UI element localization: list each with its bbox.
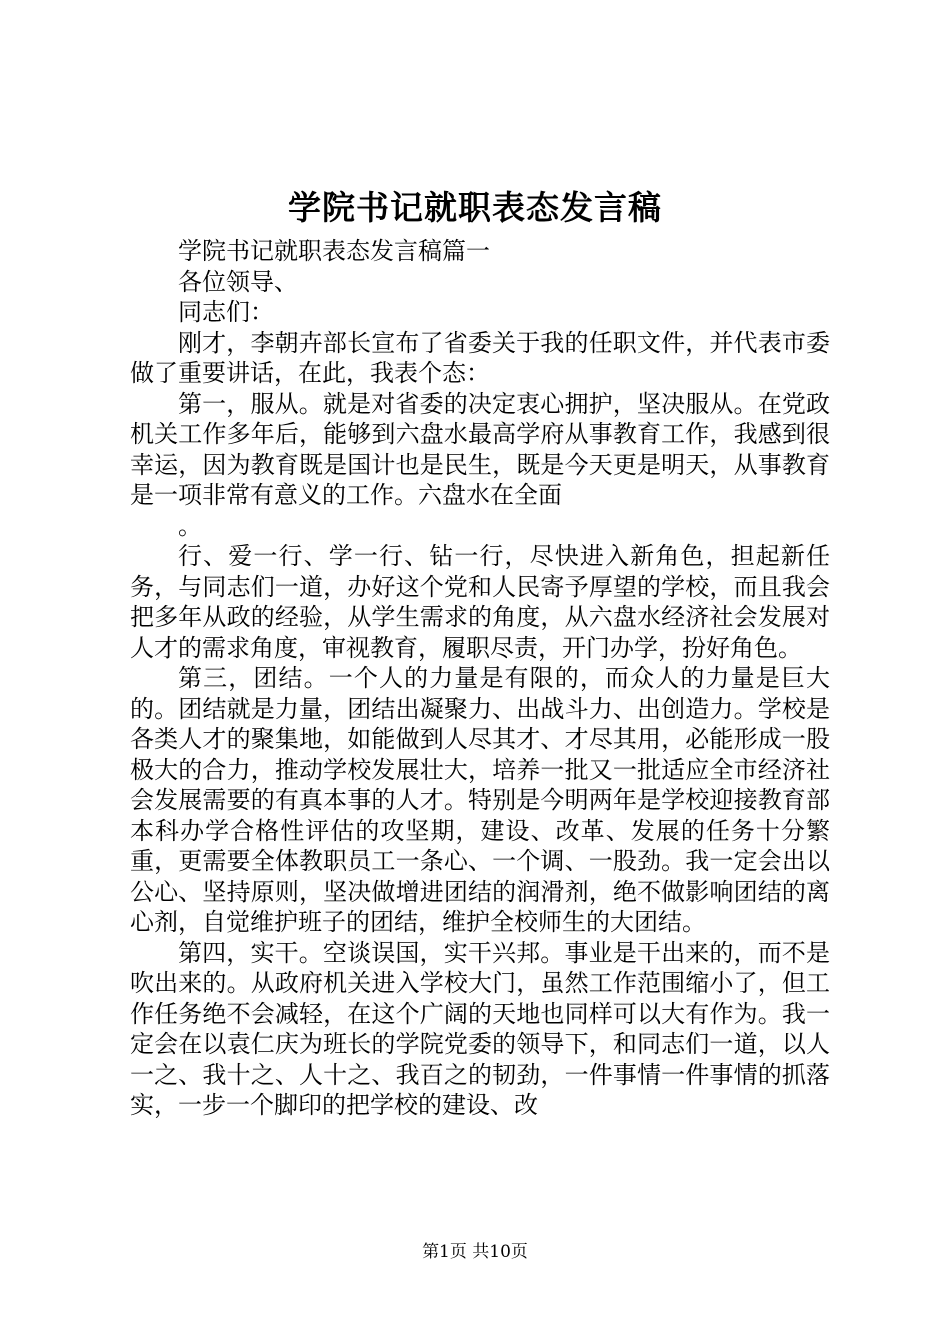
- section-heading: 学院书记就职表态发言稿篇一: [178, 237, 490, 265]
- body-paragraph: 。: [178, 511, 202, 540]
- page-number-footer: 第1页 共10页: [422, 1242, 528, 1262]
- document-body: [130, 236, 830, 1121]
- body-paragraph: 刚才，李朝卉部长宣布了省委关于我的任职文件，并代表市委做了重要讲话，在此，我表个态：: [130, 328, 830, 387]
- body-paragraph: 第三，团结。一个人的力量是有限的，而众人的力量是巨大的。团结就是力量，团结出凝聚力、出战斗力、出创造力。学校是各类人才的聚集地，如能做到人尽其才、才尽其用，必能形成一股极大的合力，推动学校发展壮大，培养一批又一批适应全市经济社会发展需要的有真本事的人才。特别是今明两年是学校迎接教育部本科办学合格性评估的攻坚期，建设、改革、发展的任务十分繁重，更需要全体教职员工一条心、一个调、一股劲。我一定会出以公心、坚持原则，坚决做增进团结的润滑剂，绝不做影响团结的离心剂，自觉维护班子的团结，维护全校师生的大团结。: [130, 664, 830, 936]
- salutation-line-2: 同志们：: [178, 298, 274, 326]
- body-paragraph: 行、爱一行、学一行、钻一行，尽快进入新角色，担起新任务，与同志们一道，办好这个党和人民寄予厚望的学校，而且我会把多年从政的经验，从学生需求的角度，从六盘水经济社会发展对人才的需求角度，审视教育，履职尽责，开门办学，扮好角色。: [130, 542, 830, 662]
- body-paragraph: 第一，服从。就是对省委的决定衷心拥护，坚决服从。在党政机关工作多年后，能够到六盘水最高学府从事教育工作，我感到很幸运，因为教育既是国计也是民生，既是今天更是明天，从事教育是一项非常有意义的工作。六盘水在全面: [130, 389, 830, 509]
- document-title: 学院书记就职表态发言稿: [288, 188, 662, 227]
- salutation-line-1: 各位领导、: [178, 267, 298, 296]
- body-paragraph: 第四，实干。空谈误国，实干兴邦。事业是干出来的，而不是吹出来的。从政府机关进入学校大门，虽然工作范围缩小了，但工作任务绝不会减轻，在这个广阔的天地也同样可以大有作为。我一定会在以袁仁庆为班长的学院党委的领导下，和同志们一道，以人一之、我十之、人十之、我百之的韧劲，一件事情一件事情的抓落实，一步一个脚印的把学校的建设、改: [130, 938, 830, 1119]
